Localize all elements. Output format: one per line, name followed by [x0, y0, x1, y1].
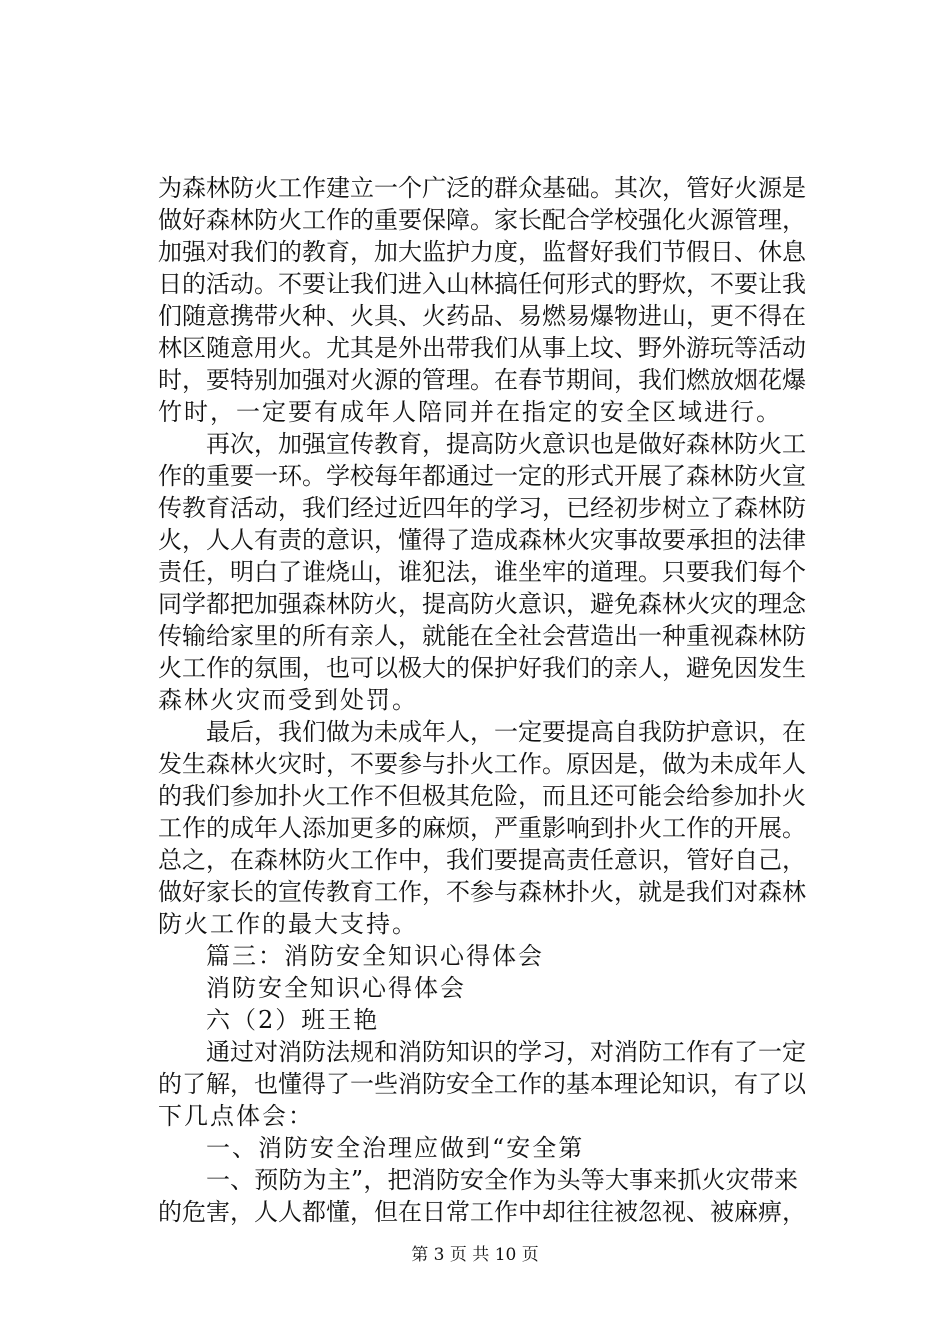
text-line: 传教育活动，我们经过近四年的学习，已经初步树立了森林防	[158, 494, 806, 522]
text-line: 的我们参加扑火工作不但极其危险，而且还可能会给参加扑火	[158, 782, 806, 810]
text-line: 的了解，也懂得了一些消防安全工作的基本理论知识，有了以	[158, 1070, 806, 1098]
text-line: 再次，加强宣传教育，提高防火意识也是做好森林防火工	[206, 430, 806, 458]
text-line: 下几点体会：	[158, 1102, 314, 1130]
text-line: 日的活动。不要让我们进入山林搞任何形式的野炊，不要让我	[158, 270, 806, 298]
text-line: 篇三：消防安全知识心得体会	[206, 942, 544, 970]
text-line: 火工作的氛围，也可以极大的保护好我们的亲人，避免因发生	[158, 654, 806, 682]
text-line: 总之，在森林防火工作中，我们要提高责任意识，管好自己，	[158, 846, 806, 874]
text-line: 工作的成年人添加更多的麻烦，严重影响到扑火工作的开展。	[158, 814, 806, 842]
text-line: 六（2）班王艳	[206, 1006, 380, 1034]
text-line: 防火工作的最大支持。	[158, 910, 418, 938]
text-line: 竹时，一定要有成年人陪同并在指定的安全区域进行。	[158, 398, 782, 426]
text-line: 做好家长的宣传教育工作，不参与森林扑火，就是我们对森林	[158, 878, 806, 906]
text-line: 传输给家里的所有亲人，就能在全社会营造出一种重视森林防	[158, 622, 806, 650]
text-line: 们随意携带火种、火具、火药品、易燃易爆物进山，更不得在	[158, 302, 806, 330]
text-line: 林区随意用火。尤其是外出带我们从事上坟、野外游玩等活动	[158, 334, 806, 362]
text-line: 加强对我们的教育，加大监护力度，监督好我们节假日、休息	[158, 238, 806, 266]
text-line: 最后，我们做为未成年人，一定要提高自我防护意识，在	[206, 718, 806, 746]
text-line: 为森林防火工作建立一个广泛的群众基础。其次，管好火源是	[158, 174, 806, 202]
page-footer: 第 3 页 共 10 页	[411, 1245, 539, 1265]
text-line: 一、预防为主”，把消防安全作为头等大事来抓火灾带来	[206, 1166, 798, 1194]
text-line: 作的重要一环。学校每年都通过一定的形式开展了森林防火宣	[158, 462, 806, 490]
text-line: 发生森林火灾时，不要参与扑火工作。原因是，做为未成年人	[158, 750, 806, 778]
document-body	[158, 172, 806, 1228]
text-line: 同学都把加强森林防火，提高防火意识，避免森林火灾的理念	[158, 590, 806, 618]
text-line: 通过对消防法规和消防知识的学习，对消防工作有了一定	[206, 1038, 806, 1066]
text-line: 做好森林防火工作的重要保障。家长配合学校强化火源管理，	[158, 206, 806, 234]
text-line: 责任，明白了谁烧山，谁犯法，谁坐牢的道理。只要我们每个	[158, 558, 806, 586]
text-line: 消防安全知识心得体会	[206, 974, 466, 1002]
text-line: 森林火灾而受到处罚。	[158, 686, 418, 714]
text-line: 一、消防安全治理应做到“安全第	[206, 1134, 585, 1162]
text-line: 时，要特别加强对火源的管理。在春节期间，我们燃放烟花爆	[158, 366, 806, 394]
text-line: 的危害，人人都懂，但在日常工作中却往往被忽视、被麻痹，	[158, 1198, 806, 1226]
text-line: 火，人人有责的意识，懂得了造成森林火灾事故要承担的法律	[158, 526, 806, 554]
